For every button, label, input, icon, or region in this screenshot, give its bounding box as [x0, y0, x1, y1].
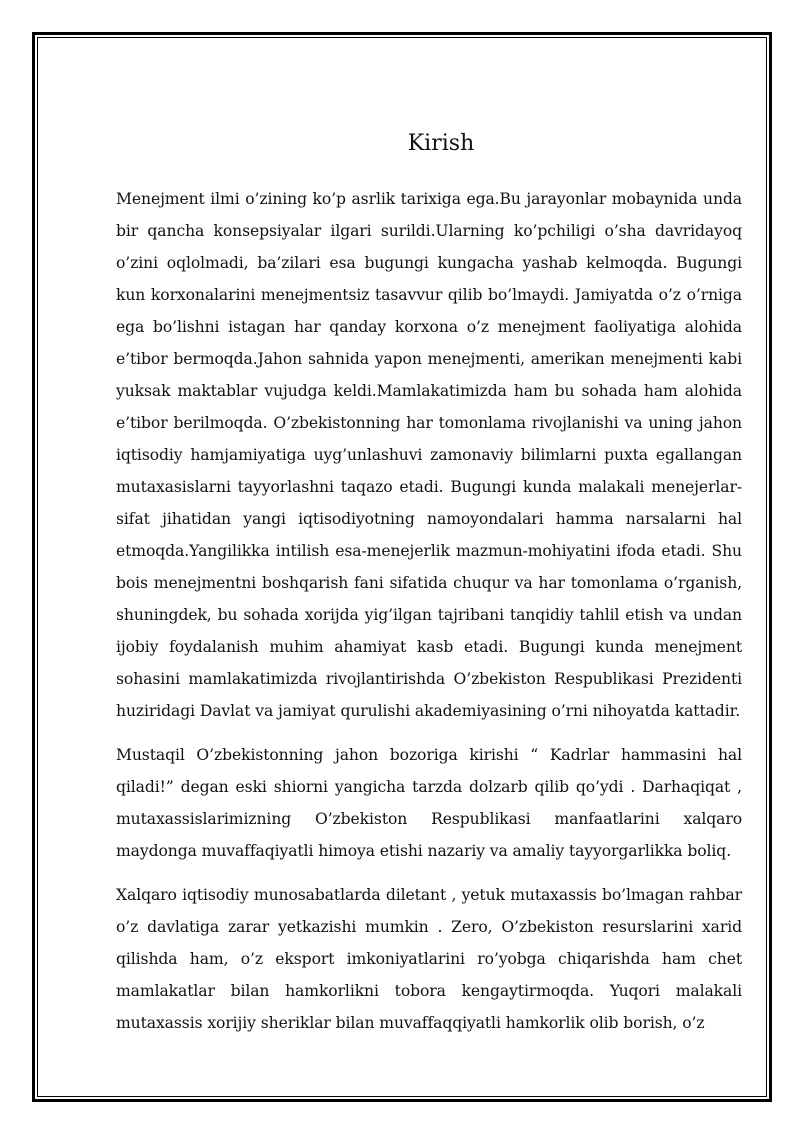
page-title: Kirish — [407, 131, 475, 156]
paragraph-2: Mustaqil O’zbekistonning jahon bozoriga kirishi “ Kadrlar hammasini hal qiladi!” degan eski shiorni yangicha tarzda dolzarb qilib qo’ydi . Darhaqiqat , mutaxassislarimizning O’zbekiston Respublikasi manfaatlarini xalqaro maydonga muvaffaqiyatli himoya etishi nazariy va amaliy tayyorgarlikka boliq. — [116, 746, 742, 860]
paragraph-3: Xalqaro iqtisodiy munosabatlarda diletant , yetuk mutaxassis bo’lmagan rahbar o’z davlatiga zarar yetkazishi mumkin . Zero, O’zbekiston resurslarini xarid qilishda ham, o’z eksport imkoniyatlarini ro’yobga chiqarishda ham chet mamlakatlar bilan hamkorlikni tobora kengaytirmoqda. Yuqori malakali mutaxassis xorijiy sheriklar bilan muvaffaqqiyatli hamkorlik olib borish, o’z — [116, 886, 742, 1032]
paragraph-1: Menejment ilmi o’zining ko’p asrlik tarixiga ega.Bu jarayonlar mobaynida unda bir qancha konsepsiyalar ilgari surildi.Ularning ko’pchiligi o’sha davridayoq o’zini oqlolmadi, ba’zilari esa bugungi kungacha yashab kelmoqda. Bugungi kun korxonalarini menejmentsiz tasavvur qilib bo’lmaydi. Jamiyatda o’z o’rniga ega bo’lishni istagan har qanday korxona o’z menejment faoliyatiga alohida e’tibor bermoqda.Jahon sahnida yapon menejmenti, amerikan menejmenti kabi yuksak maktablar vujudga keldi.Mamlakatimizda ham bu sohada ham alohida e’tibor berilmoqda. O’zbekistonning har tomonlama rivojlanishi va uning jahon iqtisodiy hamjamiyatiga uyg’unlashuvi zamonaviy bilimlarni puxta egallangan mutaxasislarni tayyorlashni taqazo etadi. Bugungi kunda malakali menejerlar-sifat jihatidan yangi iqtisodiyotning namoyondalari hamma narsalarni hal etmoqda.Yangilikka intilish esa-menejerlik mazmun-mohiyatini ifoda etadi. Shu bois menejmentni boshqarish fani sifatida chuqur va har tomonlama o’rganish, shuningdek, bu sohada xorijda yig’ilgan tajribani tanqidiy tahlil etish va undan ijobiy foydalanish muhim ahamiyat kasb etadi. Bugungi kunda menejment sohasini mamlakatimizda rivojlantirishda O’zbekiston Respublikasi Prezidenti huziridagi Davlat va jamiyat qurulishi akademiyasining o’rni nihoyatda kattadir. — [116, 190, 742, 720]
page-content — [116, 125, 742, 1051]
